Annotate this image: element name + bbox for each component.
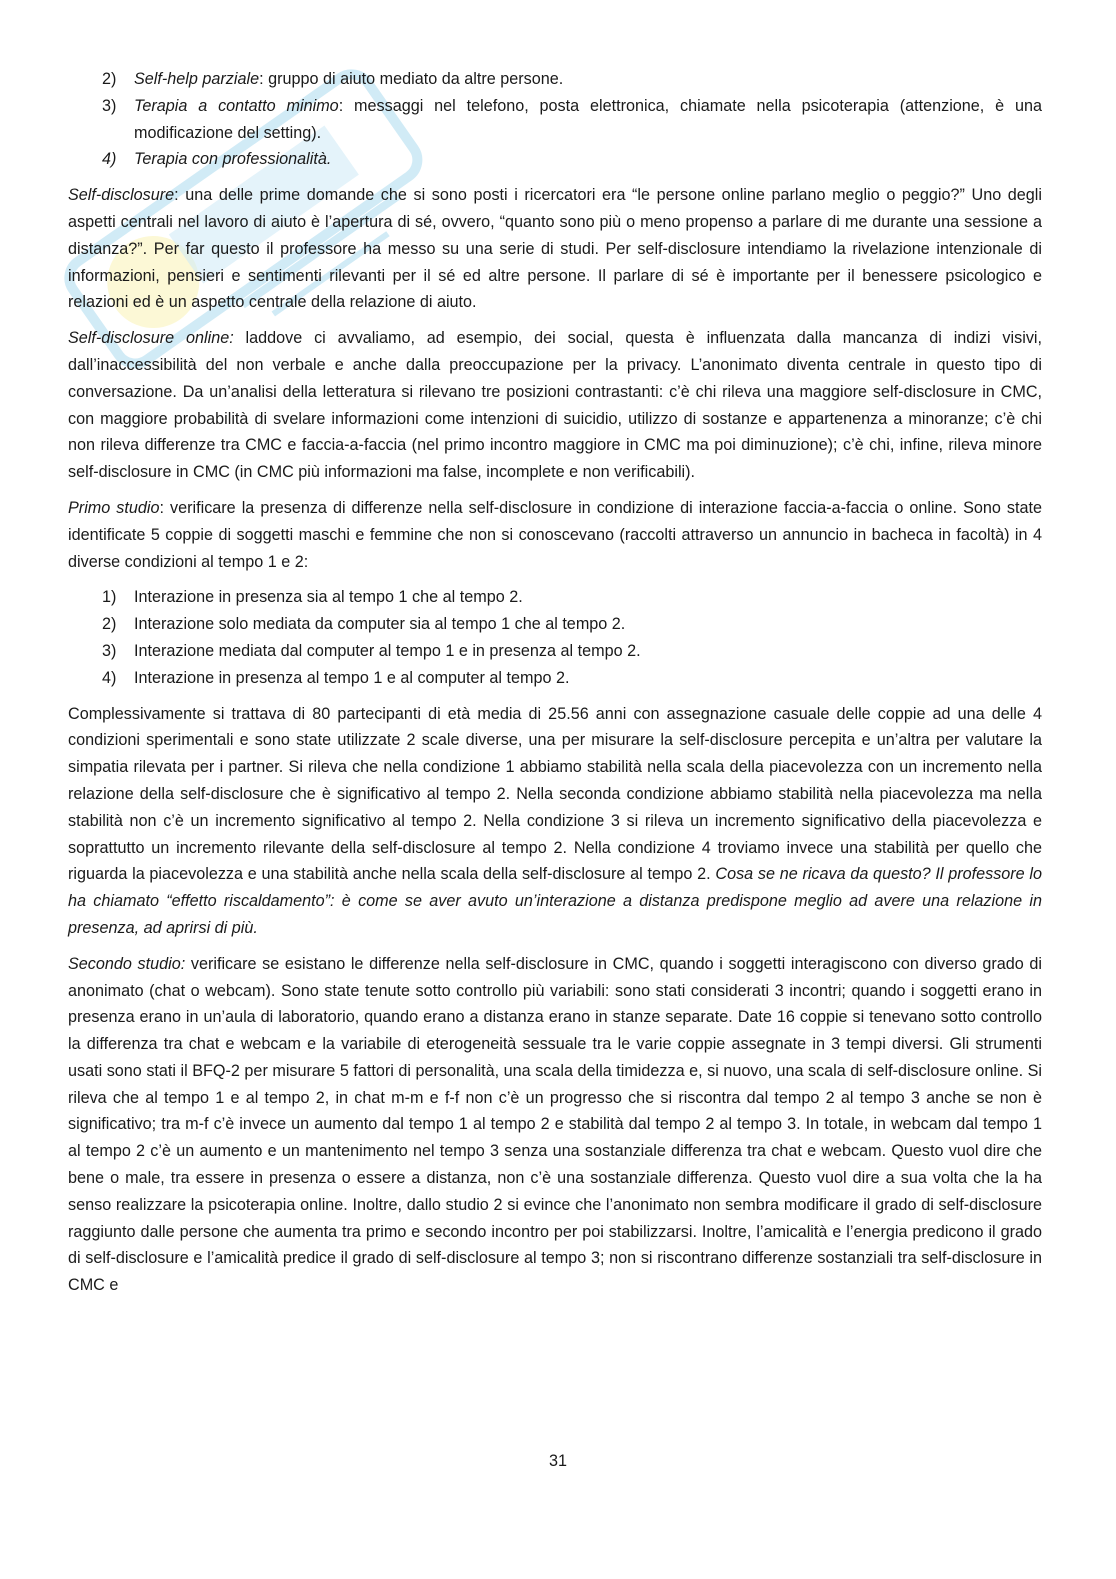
- list-text: Interazione in presenza sia al tempo 1 che al tempo 2.: [134, 588, 523, 607]
- list-item: [102, 665, 1042, 692]
- item-rest: : messaggi nel telefono, posta elettronica, chiamate nella psicoterapia (attenzione, è una modificazione del setting).: [134, 96, 1042, 142]
- paragraph-title: Primo studio: [68, 498, 160, 517]
- paragraph-secondo-studio: [68, 951, 1042, 1299]
- list-text: [134, 146, 1042, 173]
- paragraph-body: Complessivamente si trattava di 80 partecipanti di età media di 25.56 anni con assegnazione casuale delle coppie ad una delle 4 condizioni sperimentali e sono state utilizzate 2 scale diverse, una per misurare la self-disclosure percepita e un’altra per valutare la simpatia rilevata per i partner. Si rileva che nella condizione 1 abbiamo stabilità nella scala della piacevolezza con un incremento nella relazione della self-disclosure che è significativo al tempo 2. Nella seconda condizione abbiamo stabilità nella piacevolezza ma nella stabilità non c’è un incremento significativo al tempo 2. Nella condizione 3 si rileva un incremento significativo della piacevolezza e soprattutto un incremento rilevante della self-disclosure al tempo 2. Nella condizione 4 troviamo invece una stabilità per quello che riguarda la piacevolezza e una stabilità anche nella scala della self-disclosure al tempo 2.: [68, 704, 1042, 884]
- list-top: [68, 66, 1042, 173]
- document-page: [68, 66, 1042, 1299]
- paragraph-body: : una delle prime domande che si sono posti i ricercatori era “le persone online parlano meglio o peggio?” Uno degli aspetti centrali nel lavoro di aiuto è l’apertura di sé, ovvero, “quanto sono più o meno propenso a parlare di me durante una sessione a distanza?”. Per far questo il professore ha messo su una serie di studi. Per self-disclosure intendiamo la rivelazione intenzionale di informazioni, pensieri e sentimenti rilevanti per il sé ed altre persone. Il parlare di sé è importante per il benessere psicologico e relazioni ed è un aspetto centrale della relazione di aiuto.: [68, 186, 1042, 312]
- list-text: [134, 93, 1042, 147]
- list-number: 4): [102, 150, 117, 169]
- list-number: 2): [102, 615, 117, 634]
- paragraph-title: Self-disclosure: [68, 186, 175, 205]
- paragraph-body: verificare se esistano le differenze nella self-disclosure in CMC, quando i soggetti interagiscono con diverso grado di anonimato (chat o webcam). Sono state tenute sotto controllo più variabili: sono stati considerati 3 incontri; quando i soggetti erano in presenza erano in un’aula di laboratorio, quando erano a distanza erano in stanze separate. Date 16 coppie si tenevano sotto controllo la differenza tra chat e webcam e la variabile di eterogeneità sessuale tra le varie coppie assegnate in 3 tempi diversi. Gli strumenti usati sono stati il BFQ-2 per misurare 5 fattori di personalità, una scala della timidezza e, si nuovo, una scala di self-disclosure online. Si rileva che al tempo 1 e al tempo 2, in chat m-m e f-f non c’è un progresso che si riscontra dal tempo 2 al tempo 3 anche se non è significativo; tra m-f c’è invece un aumento dal tempo 1 al tempo 2 e stabilità dal tempo 2 al tempo 3. In totale, in webcam dal tempo 1 al tempo 2 c’è un aumento e un mantenimento nel tempo 3 senza una sostanziale differenza tra chat e webcam. Questo vuol dire che bene o male, tra essere in presenza o essere a distanza, non c’è una sostanziale differenza. Questo vuol dire a sua volta che la ha senso realizzare la psicoterapia online. Inoltre, dallo studio 2 si evince che l’anonimato non sembra modificare il grado di self-disclosure raggiunto dalle persone che aumenta tra primo e secondo incontro per poi stabilizzarsi. Inoltre, l’amicalità e l’energia predicono il grado di self-disclosure e l’amicalità predice il grado di self-disclosure al tempo 3; non si riscontrano differenze sostanziali tra self-disclosure in CMC e: [68, 954, 1042, 1295]
- paragraph-self-disclosure-online: [68, 325, 1042, 486]
- paragraph-italic: Cosa se ne ricava da questo? Il professore lo ha chiamato “effetto riscaldamento”: è come se aver avuto un’interazione a distanza predispone meglio ad avere una relazione in presenza, ad aprirsi di più.: [68, 865, 1042, 937]
- list-number: 3): [102, 96, 117, 115]
- paragraph-title: Secondo studio:: [68, 954, 186, 973]
- list-text: Interazione solo mediata da computer sia al tempo 1 che al tempo 2.: [134, 615, 626, 634]
- item-rest: : gruppo di aiuto mediato da altre persone.: [259, 70, 564, 88]
- list-item: [102, 638, 1042, 665]
- page-number: 31: [548, 1452, 567, 1470]
- item-title: Terapia a contatto minimo: [134, 96, 339, 115]
- list-number: 3): [102, 641, 117, 660]
- paragraph-self-disclosure: [68, 182, 1042, 316]
- list-number: 2): [102, 70, 117, 88]
- paragraph-primo-studio: [68, 495, 1042, 575]
- list-text: Interazione mediata dal computer al tempo 1 e in presenza al tempo 2.: [134, 641, 641, 660]
- item-title: Terapia con professionalità.: [134, 150, 332, 169]
- paragraph-body: laddove ci avvaliamo, ad esempio, dei social, questa è influenzata dalla mancanza di indizi visivi, dall’inaccessibilità del non verbale e anche dalla preoccupazione per la privacy. L’anonimato diventa centrale in questo tipo di conversazione. Da un’analisi della letteratura si rilevano tre posizioni contrastanti: c’è chi rileva una maggiore self-disclosure in CMC, con maggiore probabilità di svelare informazioni come intenzioni di suicidio, utilizzo di sostanze e appartenenza a minoranze; c’è chi non rileva differenze tra CMC e faccia-a-faccia (nel primo incontro maggiore in CMC ma poi diminuzione); c’è chi, infine, rileva minore self-disclosure in CMC (in CMC più informazioni ma false, incomplete e non verificabili).: [68, 329, 1043, 482]
- paragraph-body: : verificare la presenza di differenze nella self-disclosure in condizione di interazione faccia-a-faccia o online. Sono state identificate 5 coppie di soggetti maschi e femmine che non si conoscevano (raccolti attraverso un annuncio in bacheca in facoltà) in 4 diverse condizioni al tempo 1 e 2:: [68, 498, 1042, 571]
- list-conditions: [68, 584, 1042, 691]
- list-item: [102, 66, 1042, 93]
- list-item: [102, 611, 1042, 638]
- item-title: Self-help parziale: [134, 70, 260, 88]
- paragraph-complessivamente: [68, 701, 1042, 942]
- list-item: [102, 93, 1042, 147]
- list-item: [102, 584, 1042, 611]
- list-number: 4): [102, 668, 117, 687]
- list-number: 1): [102, 588, 117, 607]
- list-text: Interazione in presenza al tempo 1 e al computer al tempo 2.: [134, 668, 570, 687]
- list-text: [134, 66, 1042, 93]
- paragraph-title: Self-disclosure online:: [68, 329, 234, 348]
- list-item: [102, 146, 1042, 173]
